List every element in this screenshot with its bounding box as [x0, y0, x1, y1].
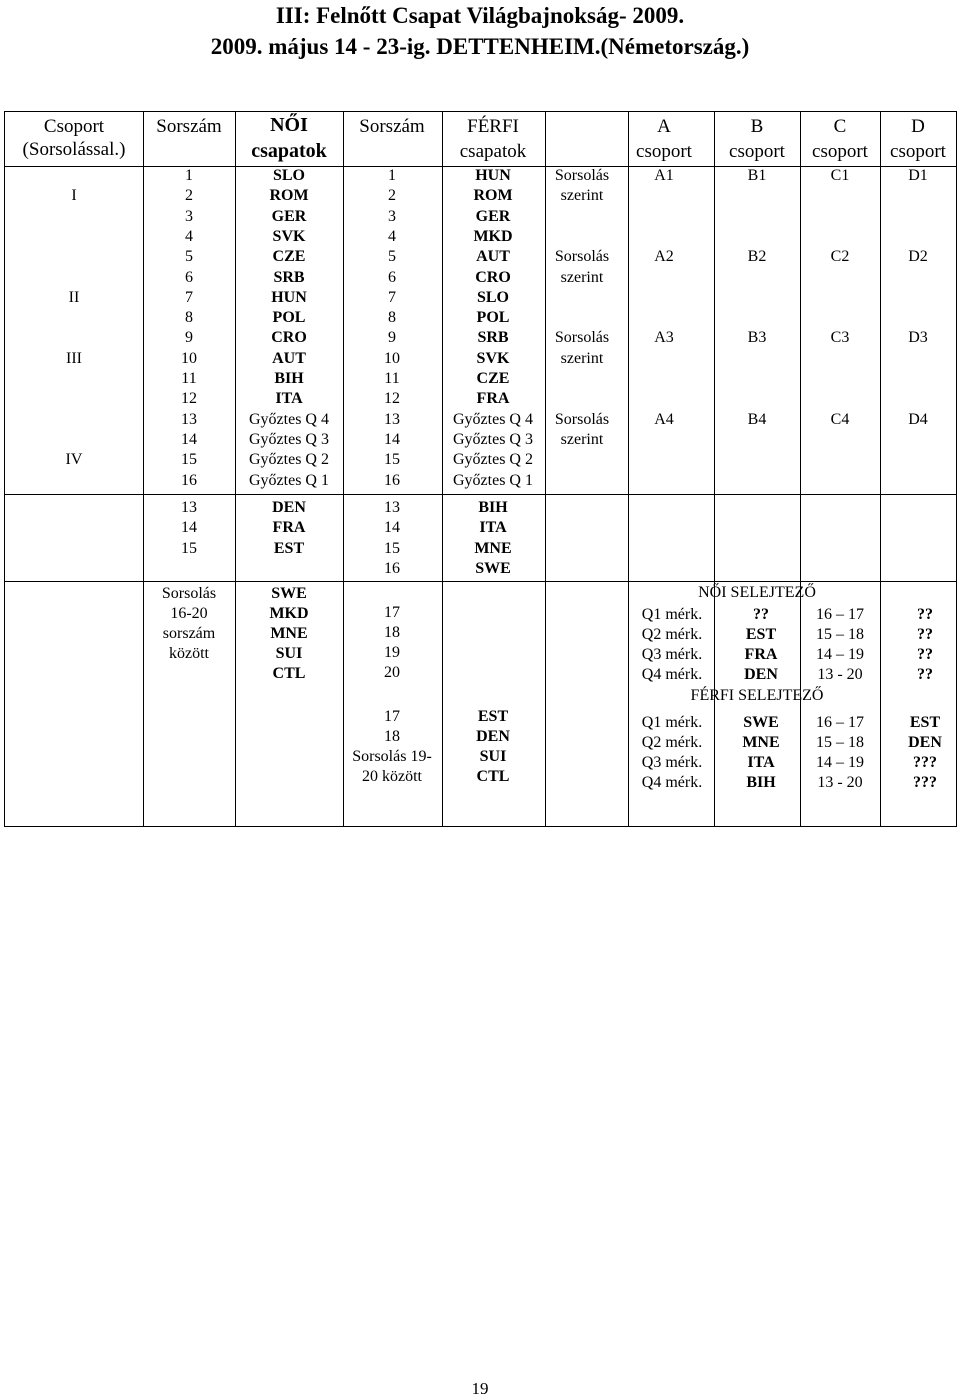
sorszam-cell: 8	[388, 309, 396, 327]
ferfi-team-cell: ITA	[479, 519, 507, 537]
playoff-team: EST	[745, 626, 777, 643]
playoff-match-label: Q4 mérk.	[641, 666, 703, 683]
seed-cell: A1	[654, 167, 674, 184]
seed-cell: A2	[654, 248, 674, 266]
ferfi-team-cell: SWE	[475, 559, 511, 577]
sorszam-cell: Sorsolás 19-	[352, 748, 432, 765]
ferfi-team-cell: Győztes Q 2	[453, 451, 533, 469]
playoff-result: ??	[917, 646, 933, 663]
header-csoport: Csoport	[43, 116, 105, 137]
sorszam-cell: 4	[185, 227, 193, 245]
sorszam-cell: 14	[181, 519, 197, 537]
draw-note: szerint	[560, 349, 604, 367]
sorszam-cell: 8	[185, 309, 193, 327]
sorszam-cell: 13	[384, 499, 400, 516]
header-ferfi: FÉRFI	[467, 116, 519, 137]
playoff-match-label: Q4 mérk.	[641, 774, 703, 791]
noi-team-cell: SUI	[275, 645, 303, 662]
ferfi-team-cell: POL	[476, 309, 510, 327]
title-line-2: 2009. május 14 - 23-ig. DETTENHEIM.(Németország.)	[210, 34, 750, 59]
column-divider	[545, 111, 546, 827]
seed-cell: B3	[747, 329, 767, 347]
column-divider	[628, 111, 629, 827]
playoff-pairing: 13 - 20	[817, 774, 863, 791]
ferfi-team-cell: DEN	[476, 728, 510, 745]
ferfi-team-cell: Győztes Q 1	[453, 471, 533, 489]
sorszam-cell: 11	[181, 370, 197, 387]
header-group-c: C	[833, 116, 847, 137]
women_playoff-title: NŐI SELEJTEZŐ	[698, 584, 816, 601]
header-group-b: B	[750, 116, 764, 137]
ferfi-team-cell: HUN	[475, 167, 511, 184]
seed-cell: A3	[654, 329, 674, 347]
draw-note: sorszám	[162, 625, 216, 642]
playoff-match-label: Q3 mérk.	[641, 646, 703, 663]
ferfi-team-cell: GER	[475, 207, 511, 225]
sorszam-cell: 13	[181, 410, 197, 428]
ferfi-team-cell: SUI	[479, 748, 507, 765]
playoff-team: ITA	[747, 754, 775, 771]
header-group-a-sub: csoport	[636, 141, 692, 162]
playoff-team: SWE	[743, 714, 779, 731]
seed-cell: A4	[654, 410, 674, 428]
noi-team-cell: CRO	[271, 329, 307, 347]
noi-team-cell: FRA	[272, 519, 306, 537]
sorszam-cell: 12	[384, 390, 400, 408]
sorszam-cell: 15	[181, 539, 197, 557]
header-csoport-sub: (Sorsolással.)	[22, 139, 126, 160]
ferfi-team-cell: EST	[477, 708, 509, 725]
sorszam-cell: 16	[181, 471, 197, 489]
title-line-1: III: Felnőtt Csapat Világbajnokság- 2009.	[275, 3, 685, 28]
sorszam-cell: 13	[384, 410, 400, 428]
noi-team-cell: Győztes Q 1	[249, 471, 329, 489]
draw-note: Sorsolás	[161, 585, 217, 602]
draw-note: 16-20	[170, 605, 208, 622]
draw-note: Sorsolás	[554, 167, 610, 184]
row-divider	[4, 494, 957, 495]
playoff-result: ???	[913, 774, 937, 791]
ferfi-team-cell: CTL	[476, 768, 510, 785]
noi-team-cell: Győztes Q 4	[249, 410, 329, 428]
draw-note: szerint	[560, 268, 604, 286]
sorszam-cell: 5	[185, 248, 193, 266]
sorszam-cell: 6	[185, 268, 193, 286]
seed-cell: C4	[830, 410, 850, 428]
sorszam-cell: 19	[384, 644, 400, 661]
ferfi-team-cell: MNE	[474, 539, 512, 557]
playoff-pairing: 16 – 17	[816, 714, 864, 731]
playoff-result: ??	[917, 606, 933, 623]
noi-team-cell: GER	[271, 207, 307, 225]
playoff-pairing: 13 - 20	[817, 666, 863, 683]
seed-cell: D3	[908, 329, 928, 347]
ferfi-team-cell: Győztes Q 3	[453, 430, 533, 448]
group-label: I	[71, 187, 77, 205]
playoff-pairing: 14 – 19	[816, 646, 864, 663]
noi-team-cell: SVK	[272, 227, 306, 245]
sorszam-cell: 20 között	[362, 768, 422, 785]
ferfi-team-cell: SVK	[476, 349, 510, 367]
noi-team-cell: MNE	[270, 625, 308, 642]
noi-team-cell: CZE	[272, 248, 306, 266]
group-label: II	[68, 288, 80, 306]
header-group-d: D	[911, 116, 925, 137]
playoff-team: BIH	[746, 774, 776, 791]
header-noi-sub: csapatok	[251, 140, 327, 162]
seed-cell: B4	[747, 410, 767, 428]
playoff-match-label: Q1 mérk.	[641, 606, 703, 623]
sorszam-cell: 14	[384, 430, 400, 448]
sorszam-cell: 2	[185, 187, 193, 205]
ferfi-team-cell: BIH	[478, 499, 508, 516]
noi-team-cell: CTL	[272, 665, 306, 682]
ferfi-team-cell: CZE	[476, 370, 510, 387]
sorszam-cell: 13	[181, 499, 197, 516]
playoff-result: ???	[913, 754, 937, 771]
playoff-match-label: Q2 mérk.	[641, 734, 703, 751]
noi-team-cell: BIH	[274, 370, 304, 387]
playoff-result: EST	[909, 714, 941, 731]
sorszam-cell: 9	[388, 329, 396, 347]
noi-team-cell: SWE	[271, 585, 307, 602]
ferfi-team-cell: Győztes Q 4	[453, 410, 533, 428]
sorszam-cell: 9	[185, 329, 193, 347]
seed-cell: C2	[830, 248, 850, 266]
draw-note: Sorsolás	[554, 329, 610, 347]
draw-note: szerint	[560, 187, 604, 205]
playoff-match-label: Q3 mérk.	[641, 754, 703, 771]
sorszam-cell: 10	[181, 349, 197, 367]
noi-team-cell: AUT	[272, 349, 306, 367]
ferfi-team-cell: SRB	[477, 329, 509, 347]
sorszam-cell: 3	[185, 207, 193, 225]
sorszam-cell: 18	[384, 624, 400, 641]
men_playoff-title: FÉRFI SELEJTEZŐ	[690, 687, 824, 704]
group-label: III	[66, 349, 82, 367]
playoff-match-label: Q2 mérk.	[641, 626, 703, 643]
draw-note: Sorsolás	[554, 248, 610, 266]
sorszam-cell: 15	[181, 451, 197, 469]
sorszam-cell: 7	[185, 288, 193, 306]
noi-team-cell: ITA	[275, 390, 303, 408]
header-sorszam: Sorszám	[156, 116, 222, 137]
header-noi: NŐI	[270, 114, 308, 136]
playoff-pairing: 15 – 18	[816, 626, 864, 643]
header-sorszam-2: Sorszám	[359, 116, 425, 137]
sorszam-cell: 4	[388, 227, 396, 245]
sorszam-cell: 10	[384, 349, 400, 367]
column-divider	[714, 111, 715, 827]
playoff-result: ??	[917, 626, 933, 643]
seed-cell: C1	[830, 167, 850, 184]
sorszam-cell: 16	[384, 471, 400, 489]
noi-team-cell: HUN	[271, 288, 307, 306]
seed-cell: B2	[747, 248, 767, 266]
group-label: IV	[65, 451, 83, 469]
sorszam-cell: 17	[384, 604, 400, 621]
header-group-c-sub: csoport	[812, 141, 868, 162]
seed-cell: D1	[908, 167, 928, 184]
ferfi-team-cell: CRO	[475, 268, 511, 286]
playoff-pairing: 16 – 17	[816, 606, 864, 623]
sorszam-cell: 15	[384, 539, 400, 557]
sorszam-cell: 2	[388, 187, 396, 205]
header-group-d-sub: csoport	[890, 141, 946, 162]
sorszam-cell: 1	[388, 167, 396, 184]
playoff-pairing: 15 – 18	[816, 734, 864, 751]
sorszam-cell: 16	[384, 559, 400, 577]
draw-note: szerint	[560, 430, 604, 448]
noi-team-cell: Győztes Q 3	[249, 430, 329, 448]
noi-team-cell: SLO	[272, 167, 305, 184]
draw-note: Sorsolás	[554, 410, 610, 428]
sorszam-cell: 14	[181, 430, 197, 448]
noi-team-cell: ROM	[269, 187, 309, 205]
header-ferfi-sub: csapatok	[459, 141, 527, 162]
sorszam-cell: 5	[388, 248, 396, 266]
ferfi-team-cell: MKD	[473, 227, 513, 245]
noi-team-cell: MKD	[269, 605, 309, 622]
playoff-pairing: 14 – 19	[816, 754, 864, 771]
seed-cell: C3	[830, 329, 850, 347]
column-divider	[880, 111, 881, 827]
sorszam-cell: 14	[384, 519, 400, 537]
sorszam-cell: 17	[384, 708, 400, 725]
playoff-result: ??	[917, 666, 933, 683]
sorszam-cell: 15	[384, 451, 400, 469]
sorszam-cell: 12	[181, 390, 197, 408]
header-group-b-sub: csoport	[729, 141, 785, 162]
ferfi-team-cell: SLO	[476, 288, 509, 306]
noi-team-cell: DEN	[272, 499, 306, 516]
sorszam-cell: 3	[388, 207, 396, 225]
seed-cell: D2	[908, 248, 928, 266]
playoff-team: FRA	[744, 646, 778, 663]
page-number: 19	[471, 1379, 489, 1398]
sorszam-cell: 6	[388, 268, 396, 286]
sorszam-cell: 1	[185, 167, 193, 184]
noi-team-cell: EST	[273, 539, 305, 557]
noi-team-cell: Győztes Q 2	[249, 451, 329, 469]
playoff-team: DEN	[744, 666, 778, 683]
sorszam-cell: 11	[384, 370, 400, 387]
noi-team-cell: SRB	[273, 268, 305, 286]
row-divider	[4, 581, 957, 582]
noi-team-cell: POL	[272, 309, 306, 327]
sorszam-cell: 20	[384, 664, 400, 681]
playoff-team: MNE	[742, 734, 780, 751]
seed-cell: B1	[747, 167, 767, 184]
column-divider	[143, 111, 144, 827]
sorszam-cell: 7	[388, 288, 396, 306]
playoff-result: DEN	[908, 734, 942, 751]
sorszam-cell: 18	[384, 728, 400, 745]
ferfi-team-cell: FRA	[476, 390, 510, 408]
header-group-a: A	[657, 116, 671, 137]
ferfi-team-cell: AUT	[476, 248, 510, 266]
playoff-match-label: Q1 mérk.	[641, 714, 703, 731]
playoff-team: ??	[753, 606, 769, 623]
draw-note: között	[169, 645, 209, 662]
ferfi-team-cell: ROM	[473, 187, 513, 205]
seed-cell: D4	[908, 410, 928, 428]
